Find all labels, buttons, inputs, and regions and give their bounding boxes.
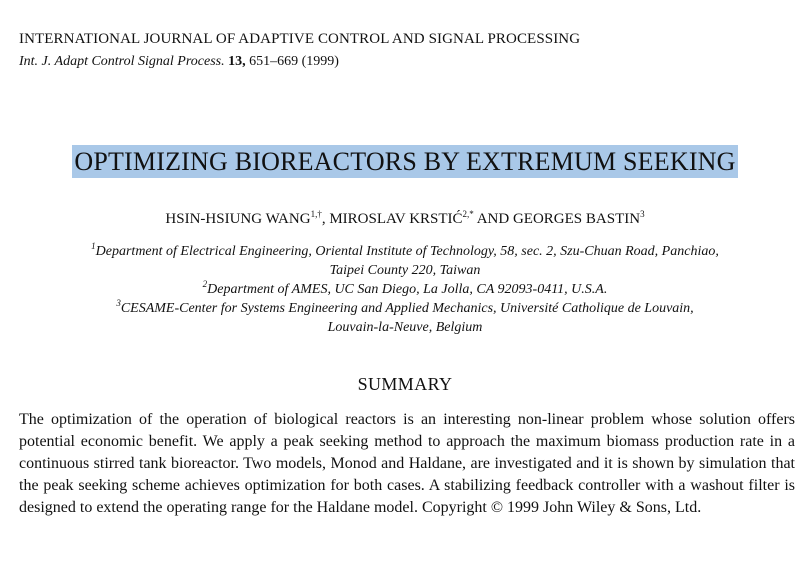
summary-text: The optimization of the operation of biological reactors is an interesting non-linear problem whose solution offers potential economic benefit. We apply a peak seeking method to approach the maximum biomass production rate in a continuous stirred tank bioreactor. Two models, Monod and Haldane, are investigated and it is shown by simulation that the peak seeking scheme achieves optimization for both cases. A stabilizing feedback controller with a washout filter is designed to extend the operating range for the Haldane model. Copyright © 1999 John Wiley & Sons, Ltd. xyxy=(19,411,795,516)
title-block xyxy=(0,145,810,178)
author-marks: 3 xyxy=(640,209,645,219)
affiliation-text: Louvain-la-Neuve, Belgium xyxy=(327,320,483,335)
author-name: HSIN-HSIUNG WANG xyxy=(165,211,311,227)
author-separator: , xyxy=(321,211,330,227)
summary-heading: SUMMARY xyxy=(357,374,453,394)
affiliations xyxy=(0,242,810,337)
journal-pages-year: 651–669 (1999) xyxy=(249,54,339,69)
author-line xyxy=(0,211,810,228)
affiliation-3 xyxy=(0,299,810,337)
author-name: MIROSLAV KRSTIĆ xyxy=(329,211,463,227)
affiliation-1 xyxy=(0,242,810,280)
affiliation-text: CESAME-Center for Systems Engineering and Applied Mechanics, Université Catholique de Louvain, xyxy=(120,301,694,316)
affiliation-number: 3 xyxy=(116,298,121,308)
journal-volume: 13, xyxy=(228,54,246,69)
affiliation-text: Department of Electrical Engineering, Oriental Institute of Technology, 58, sec. 2, Szu-Chuan Road, Panchiao, xyxy=(95,244,719,259)
affiliation-number: 2 xyxy=(202,279,208,289)
affiliation-text: Taipei County 220, Taiwan xyxy=(329,263,481,278)
affiliation-text: Department of AMES, UC San Diego, La Jolla, CA 92093-0411, U.S.A. xyxy=(207,282,608,297)
author-marks: 2,* xyxy=(462,209,474,219)
journal-citation xyxy=(19,54,339,70)
affiliation-2 xyxy=(0,280,810,299)
author-marks: 1,† xyxy=(310,209,322,219)
journal-name: INTERNATIONAL JOURNAL OF ADAPTIVE CONTROL AND SIGNAL PROCESSING xyxy=(19,31,581,47)
author-name: GEORGES BASTIN xyxy=(512,211,641,227)
affiliation-number: 1 xyxy=(91,241,96,251)
paper-title[interactable]: OPTIMIZING BIOREACTORS BY EXTREMUM SEEKING xyxy=(74,147,736,176)
author-separator: AND xyxy=(473,211,513,227)
journal-abbrev: Int. J. Adapt Control Signal Process. xyxy=(19,54,225,69)
